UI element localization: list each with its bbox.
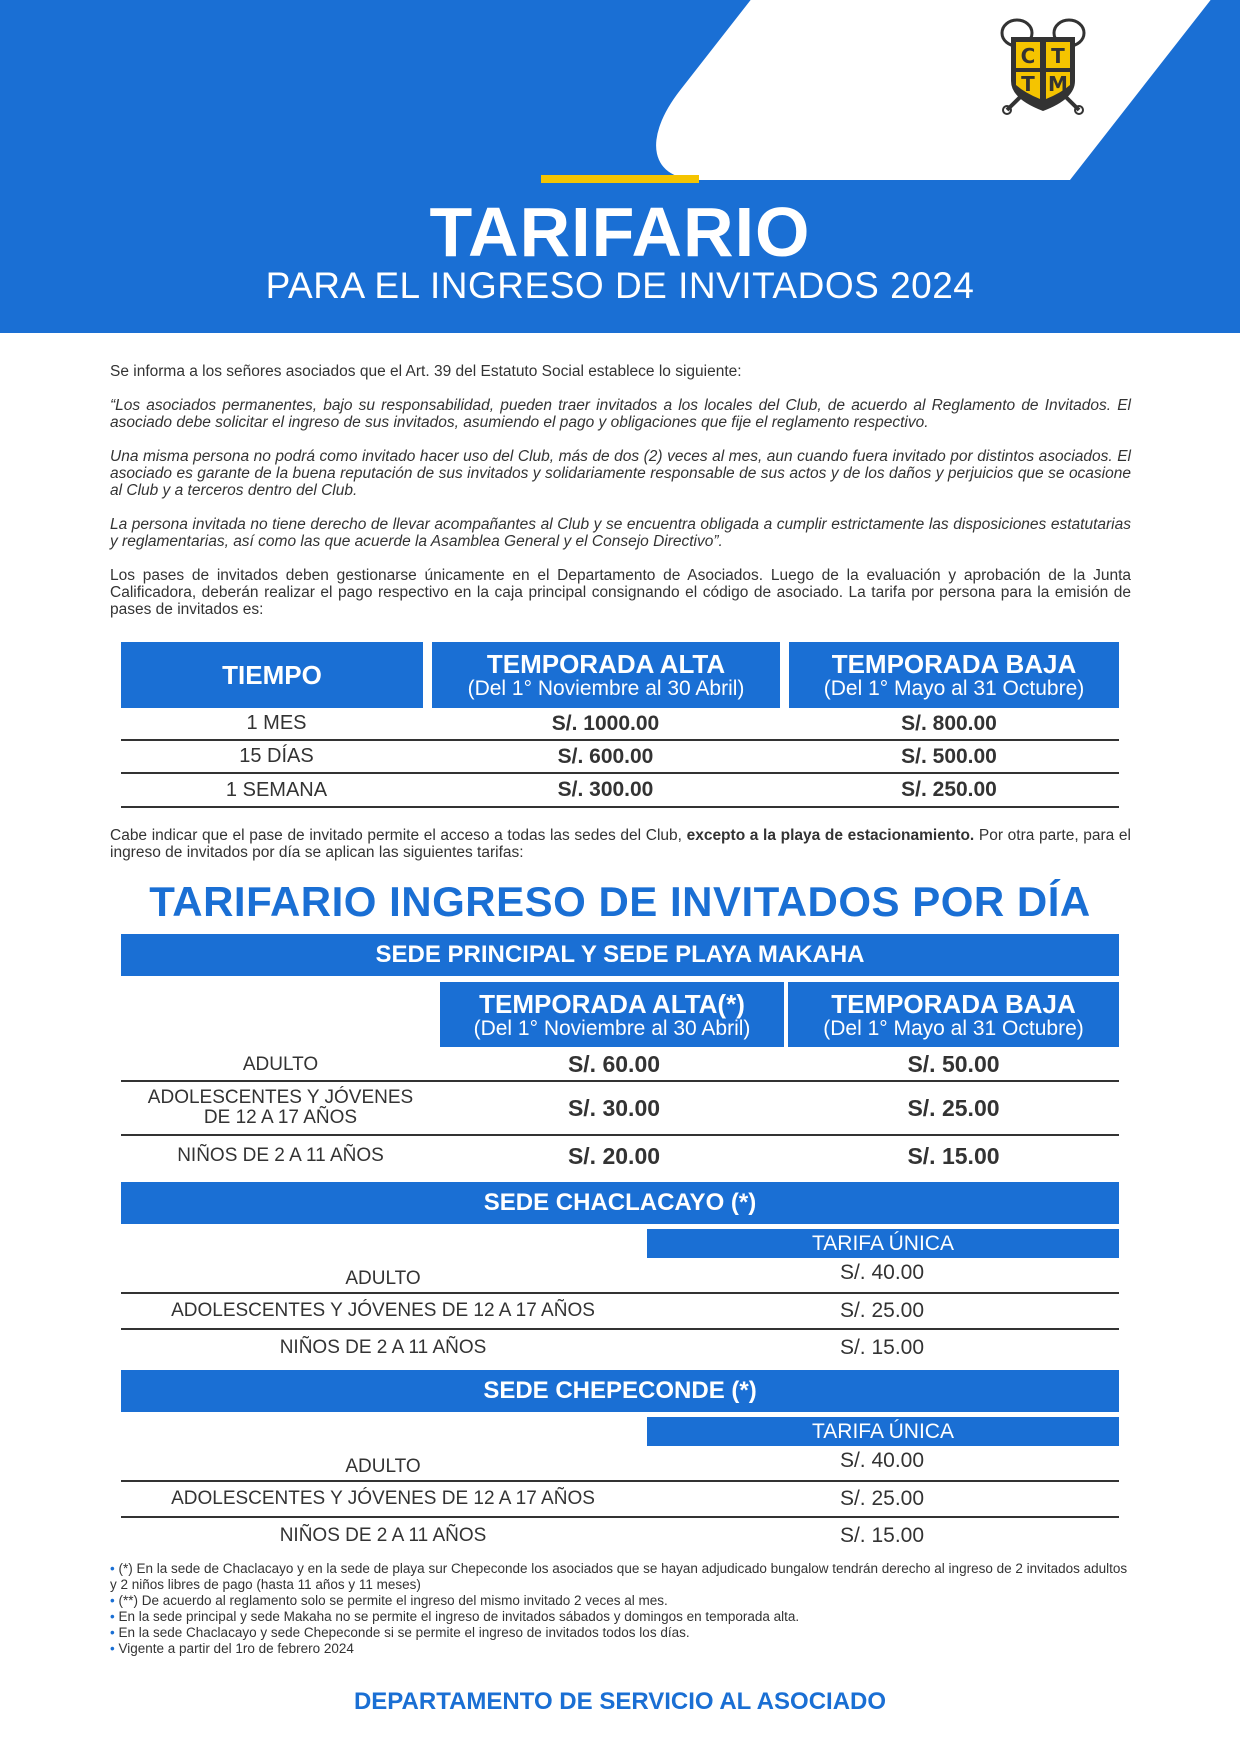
table-row: ADOLESCENTES Y JÓVENES DE 12 A 17 AÑOS S/. 30.00 S/. 25.00 — [121, 1082, 1119, 1136]
logo-letter: M — [1048, 72, 1068, 96]
sede-principal-header: SEDE PRINCIPAL Y SEDE PLAYA MAKAHA — [121, 934, 1119, 976]
access-note-paragraph: Cabe indicar que el pase de invitado permite el acceso a todas las sedes del Club, excepto a la playa de estacionamiento. Por otra parte, para el ingreso de invitados por día se aplican las siguientes tarifas: — [110, 827, 1131, 861]
table-row: ADULTO S/. 40.00 — [121, 1448, 1119, 1482]
title-accent-bar — [541, 175, 699, 183]
daily-rates-title: TARIFARIO INGRESO DE INVITADOS POR DÍA — [149, 878, 1091, 925]
sede-chaclacayo-table — [121, 1260, 1119, 1366]
intro-text — [110, 363, 1131, 635]
column-header-temporada-alta: TEMPORADA ALTA (Del 1° Noviembre al 30 Abril) — [432, 642, 780, 708]
table-row: ADOLESCENTES Y JÓVENES DE 12 A 17 AÑOS S/. 25.00 — [121, 1482, 1119, 1518]
footnote-item: • En la sede Chaclacayo y sede Chepeconde si se permite el ingreso de invitados todos los días. — [110, 1625, 690, 1640]
column-header-tarifa-unica: TARIFA ÚNICA — [647, 1417, 1119, 1446]
department-footer: DEPARTAMENTO DE SERVICIO AL ASOCIADO — [353, 1688, 887, 1715]
column-header-tarifa-unica: TARIFA ÚNICA — [647, 1229, 1119, 1258]
statute-quote-paragraph: Una misma persona no podrá como invitado hacer uso del Club, más de dos (2) veces al mes, aun cuando fuera invitado por distintos asociados. El asociado es garante de la buena reputación de sus invitados y solidariamente responsable de sus actos y de los daños y perjuicios que se ocasione al Club y a terceros dentro del Club. — [110, 448, 1131, 499]
cttm-logo-icon — [997, 15, 1089, 115]
page-subtitle: PARA EL INGRESO DE INVITADOS 2024 — [265, 265, 975, 306]
footnote-item: • En la sede principal y sede Makaha no se permite el ingreso de invitados sábados y domingos en temporada alta. — [110, 1609, 800, 1624]
sede-chepeconde-header: SEDE CHEPECONDE (*) — [121, 1370, 1119, 1412]
table-row: NIÑOS DE 2 A 11 AÑOS S/. 15.00 — [279, 1336, 925, 1359]
column-header-tiempo: TIEMPO — [121, 642, 423, 708]
table-row: ADULTO S/. 40.00 — [121, 1260, 1119, 1294]
guest-pass-table — [121, 642, 1119, 808]
header-banner — [0, 0, 1240, 333]
column-header-temporada-alta: TEMPORADA ALTA(*) (Del 1° Noviembre al 30 Abril) — [440, 982, 784, 1047]
logo-letter: T — [1051, 44, 1065, 68]
table-row: NIÑOS DE 2 A 11 AÑOS S/. 20.00 S/. 15.00 — [177, 1142, 1000, 1169]
header-corner-shape — [610, 0, 1240, 180]
page-title: TARIFARIO — [429, 193, 811, 271]
sede-principal-table — [121, 1049, 1119, 1176]
sede-chepeconde-table — [121, 1448, 1119, 1554]
intro-paragraph: Se informa a los señores asociados que el Art. 39 del Estatuto Social establece lo siguiente: — [110, 363, 742, 380]
logo-letter: C — [1020, 44, 1036, 68]
table-row: NIÑOS DE 2 A 11 AÑOS S/. 15.00 — [279, 1524, 925, 1547]
table-row: 15 DÍAS S/. 600.00 S/. 500.00 — [121, 741, 1119, 774]
footnote-item: • (**) De acuerdo al reglamento solo se permite el ingreso del mismo invitado 2 veces al mes. — [110, 1593, 668, 1608]
table-row: 1 SEMANA S/. 300.00 S/. 250.00 — [121, 774, 1119, 808]
column-header-temporada-baja: TEMPORADA BAJA (Del 1° Mayo al 31 Octubre) — [788, 982, 1119, 1047]
column-header-temporada-baja: TEMPORADA BAJA (Del 1° Mayo al 31 Octubre) — [789, 642, 1119, 708]
footnote-item: • Vigente a partir del 1ro de febrero 2024 — [110, 1641, 354, 1656]
logo-letter: T — [1021, 72, 1035, 96]
table-row: ADOLESCENTES Y JÓVENES DE 12 A 17 AÑOS S/. 25.00 — [121, 1294, 1119, 1330]
intro-paragraph: Los pases de invitados deben gestionarse únicamente en el Departamento de Asociados. Luego de la evaluación y aprobación de la Junta Calificadora, deberán realizar el pago respectivo en la caja principal consignando el código de asociado. La tarifa por persona para la emisión de pases de invitados es: — [110, 567, 1131, 618]
statute-quote-paragraph: “Los asociados permanentes, bajo su responsabilidad, pueden traer invitados a los locales del Club, de acuerdo al Reglamento de Invitados. El asociado debe solicitar el ingreso de sus invitados, asumiendo el pago y obligaciones que fije el reglamento respectivo. — [110, 397, 1131, 431]
footnotes — [110, 1561, 1131, 1657]
table-row: ADULTO S/. 60.00 S/. 50.00 — [121, 1049, 1119, 1082]
statute-quote-paragraph: La persona invitada no tiene derecho de llevar acompañantes al Club y se encuentra obligada a cumplir estrictamente las disposiciones estatutarias y reglamentarias, así como las que acuerde la Asamblea General y el Consejo Directivo”. — [110, 516, 1131, 550]
footnote-item: • (*) En la sede de Chaclacayo y en la sede de playa sur Chepeconde los asociados que se hayan adjudicado bungalow tendrán derecho al ingreso de 2 invitados adultos y 2 niños libres de pago (hasta 11 años y 11 meses) — [110, 1561, 1128, 1592]
sede-chaclacayo-header: SEDE CHACLACAYO (*) — [121, 1182, 1119, 1224]
table-row: 1 MES S/. 1000.00 S/. 800.00 — [121, 708, 1119, 741]
parking-exception: excepto a la playa de estacionamiento. — [686, 827, 975, 844]
